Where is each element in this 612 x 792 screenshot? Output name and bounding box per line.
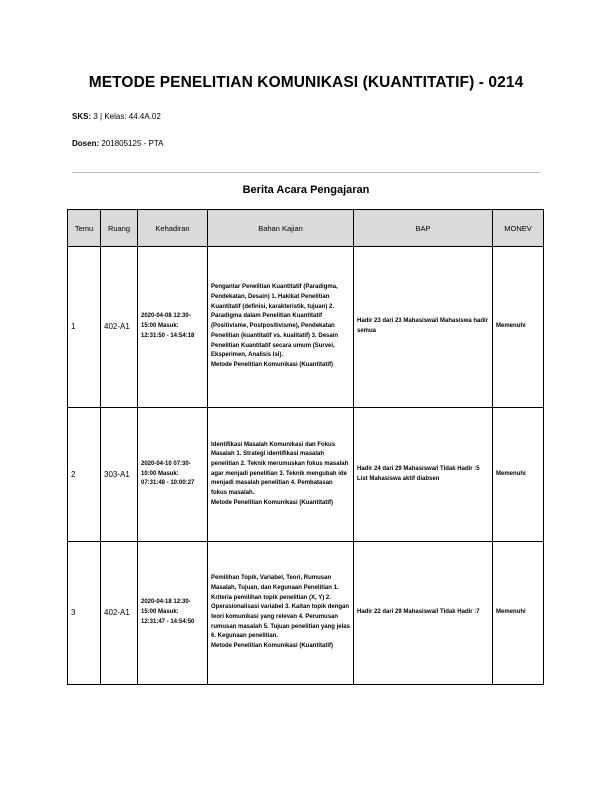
bahan-reference: Metode Penelitian Komunikasi (Kuantitatif)	[211, 643, 334, 650]
table-header-row	[68, 210, 544, 247]
cell-temu: 3	[68, 542, 101, 685]
cell-kehadiran: 2020-04-18 12:30-15:00 Masuk: 12:31:47 - 14:54:50	[138, 542, 208, 685]
sks-kelas-line	[72, 112, 161, 121]
cell-ruang: 402-A1	[101, 247, 138, 408]
bahan-reference: Metode Penelitian Komunikasi (Kuantitatif)	[211, 499, 334, 506]
dosen-value: 201805125 - PTA	[101, 139, 164, 148]
header-bap: BAP	[354, 210, 493, 247]
sks-value: 3 | Kelas: 44.4A.02	[93, 112, 161, 121]
cell-bahan-kajian	[208, 247, 354, 408]
cell-bahan-kajian	[208, 542, 354, 685]
cell-kehadiran: 2020-04-08 12:30-15:00 Masuk: 12:31:50 - 14:54:18	[138, 247, 208, 408]
header-bahan-kajian: Bahan Kajian	[208, 210, 354, 247]
table-row	[68, 408, 544, 542]
bahan-text: Pemilihan Topik, Variabel, Teori, Rumusan Masalah, Tujuan, dan Kegunaan Penelitian 1. Kriteria pemilihan topik penelitian (X, Y) 2. Operasionalisasi variabel 3. Kaitan topik dengan teori komunikasi yang relevan 4. Perumusan rumusan masalah 5. Tujuan penelitian yang jelas 6. Kegunaan penelitian.	[211, 575, 350, 640]
table-row	[68, 542, 544, 685]
bahan-text: Pengantar Penelitian Kuantitatif (Paradigma, Pendekatan, Desain) 1. Hakikat Penelitian Kuantitatif (definisi, karakteristik, tujuan) 2. Paradigma dalam Penelitian Kuantitatif (Positivisme, Postpositivisme), Pendekatan Penelitian (kuantitatif vs. kualitatif) 3. Desain Penelitian Kuantitatif secara umum (Survei, Eksperimen, Analisis Isi).	[211, 284, 339, 359]
bahan-text: Identifikasi Masalah Komunikasi dan Fokus Masalah 1. Strategi identifikasi masalah penelitian 2. Teknik merumuskan fokus masalah agar menjadi penelitian 3. Teknik mengubah ide menjadi masalah penelitian 4. Pembatasan fokus masalah.	[211, 441, 349, 497]
dosen-label: Dosen:	[72, 139, 100, 148]
header-ruang: Ruang	[101, 210, 138, 247]
cell-monev: Memenuhi	[493, 247, 544, 408]
cell-bap: Hadir 23 dari 23 Mahasiswa/i Mahasiswa hadir semua	[354, 247, 493, 408]
bap-table	[67, 209, 544, 685]
cell-ruang: 402-A1	[101, 542, 138, 685]
cell-bahan-kajian	[208, 408, 354, 542]
header-kehadiran: Kehadiran	[138, 210, 208, 247]
cell-temu: 2	[68, 408, 101, 542]
cell-bap: Hadir 22 dari 29 Mahasiswa/i Tidak Hadir :7	[354, 542, 493, 685]
header-temu: Temu	[68, 210, 101, 247]
sks-label: SKS:	[72, 112, 92, 121]
cell-temu: 1	[68, 247, 101, 408]
section-title: Berita Acara Pengajaran	[242, 184, 370, 196]
header-monev: MONEV	[493, 210, 544, 247]
page-title: METODE PENELITIAN KOMUNIKASI (KUANTITATIF) - 0214	[88, 74, 524, 91]
table-row	[68, 247, 544, 408]
cell-monev: Memenuhi	[493, 408, 544, 542]
dosen-line	[72, 139, 163, 148]
bahan-reference: Metode Penelitian Komunikasi (Kuantitatif)	[211, 361, 334, 368]
cell-ruang: 303-A1	[101, 408, 138, 542]
cell-bap: Hadir 24 dari 29 Mahasiswa/i Tidak Hadir :5 List Mahasiswa aktif diabsen	[354, 408, 493, 542]
cell-kehadiran: 2020-04-10 07:30-10:00 Masuk: 07:31:48 - 10:00:27	[138, 408, 208, 542]
cell-monev: Memenuhi	[493, 542, 544, 685]
divider	[72, 172, 540, 173]
